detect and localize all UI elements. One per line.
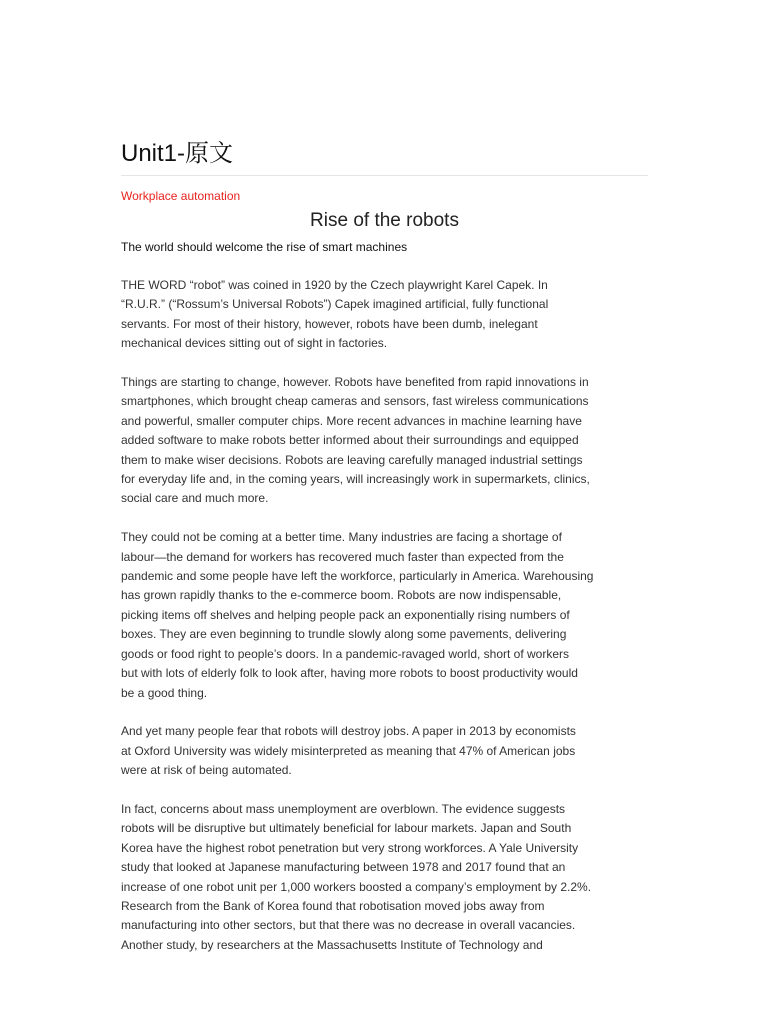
body-paragraph <box>121 722 648 780</box>
paragraph-line: has grown rapidly thanks to the e-commerce boom. Robots are now indispensable, <box>121 588 562 603</box>
paragraph-line: mechanical devices sitting out of sight in factories. <box>121 336 388 351</box>
paragraph-line: at Oxford University was widely misinterpreted as meaning that 47% of American jobs <box>121 743 576 758</box>
article-body <box>121 276 648 975</box>
section-label: Workplace automation <box>121 189 241 203</box>
paragraph-line: picking items off shelves and helping people pack an exponentially rising numbers of <box>121 607 570 622</box>
paragraph-line: be a good thing. <box>121 685 208 700</box>
paragraph-line: were at risk of being automated. <box>121 763 292 778</box>
body-paragraph <box>121 373 648 509</box>
paragraph-line: increase of one robot unit per 1,000 workers boosted a company’s employment by 2.2%. <box>121 879 592 894</box>
paragraph-line: Another study, by researchers at the Massachusetts Institute of Technology and <box>121 937 543 952</box>
title-divider <box>121 175 648 176</box>
body-paragraph <box>121 528 648 703</box>
paragraph-line: social care and much more. <box>121 491 269 506</box>
body-paragraph <box>121 800 648 955</box>
body-paragraph <box>121 276 648 354</box>
paragraph-line: for everyday life and, in the coming years, will increasingly work in supermarkets, clinics, <box>121 472 590 487</box>
paragraph-line: added software to make robots better informed about their surroundings and equipped <box>121 433 579 448</box>
page-title: Unit1-原文 <box>121 140 234 167</box>
article-headline: Rise of the robots <box>310 210 459 231</box>
paragraph-line: goods or food right to people’s doors. In a pandemic-ravaged world, short of workers <box>121 646 570 661</box>
paragraph-line: servants. For most of their history, however, robots have been dumb, inelegant <box>121 316 538 331</box>
paragraph-line: They could not be coming at a better time. Many industries are facing a shortage of <box>121 530 562 545</box>
paragraph-line: boxes. They are even beginning to trundle slowly along some pavements, delivering <box>121 627 567 642</box>
article-standfirst: The world should welcome the rise of smart machines <box>121 240 408 254</box>
paragraph-line: them to make wiser decisions. Robots are leaving carefully managed industrial settings <box>121 452 583 467</box>
paragraph-line: And yet many people fear that robots will destroy jobs. A paper in 2013 by economists <box>121 724 576 739</box>
paragraph-line: and powerful, smaller computer chips. More recent advances in machine learning have <box>121 413 582 428</box>
paragraph-line: robots will be disruptive but ultimately beneficial for labour markets. Japan and South <box>121 821 572 836</box>
paragraph-line: “R.U.R.” (“Rossum’s Universal Robots”) Capek imagined artificial, fully functional <box>121 297 549 312</box>
paragraph-line: Things are starting to change, however. Robots have benefited from rapid innovations in <box>121 375 589 390</box>
paragraph-line: smartphones, which brought cheap cameras and sensors, fast wireless communications <box>121 394 589 409</box>
paragraph-line: study that looked at Japanese manufacturing between 1978 and 2017 found that an <box>121 860 566 875</box>
paragraph-line: In fact, concerns about mass unemployment are overblown. The evidence suggests <box>121 801 566 816</box>
paragraph-line: pandemic and some people have left the workforce, particularly in America. Warehousing <box>121 569 594 584</box>
paragraph-line: labour—the demand for workers has recovered much faster than expected from the <box>121 549 564 564</box>
paragraph-line: manufacturing into other sectors, but that there was no decrease in overall vacancies. <box>121 918 576 933</box>
paragraph-line: THE WORD “robot” was coined in 1920 by the Czech playwright Karel Capek. In <box>121 278 548 292</box>
paragraph-line: Korea have the highest robot penetration but very strong workforces. A Yale University <box>121 840 579 855</box>
paragraph-line: but with lots of elderly folk to look after, having more robots to boost productivity would <box>121 666 578 681</box>
paragraph-line: Research from the Bank of Korea found that robotisation moved jobs away from <box>121 898 545 913</box>
